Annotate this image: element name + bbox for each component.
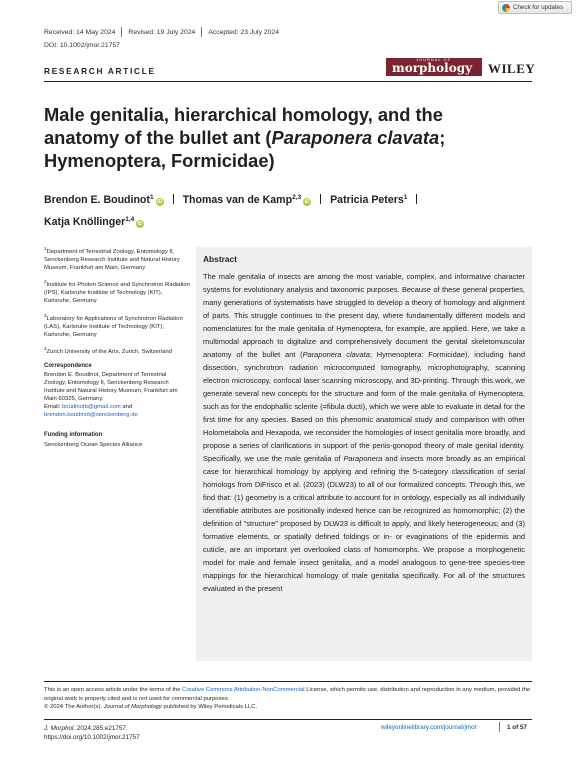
license-text: This is an open access article under the terms of the Creative Commons Attribution-NonCommercial License, which permits use, distribution and reproduction in any medium, provided the original work is properly cited and is not used for commercial purposes.	[44, 687, 531, 702]
orcid-icon[interactable]: iD	[137, 221, 143, 227]
affiliation: $^4$Zurich University of the Arts, Zurich, Switzerland	[44, 345, 172, 355]
author[interactable]: Patricia Peters$^1$	[330, 194, 408, 206]
license-link[interactable]: Creative Commons Attribution-NonCommercial	[182, 687, 305, 693]
license-rule	[44, 681, 532, 682]
citation	[44, 724, 140, 742]
copyright-text: © 2024 The Author(s). Journal of Morphology published by Wiley Periodicals LLC.	[44, 704, 258, 711]
email-link[interactable]: boudinotb@gmail.com	[62, 404, 121, 411]
article-dates	[44, 27, 279, 37]
journal-url-link[interactable]: wileyonlinelibrary.com/journal/jmor	[381, 724, 477, 731]
abstract-text: The male genitalia of insects are among the most variable, complex, and informative character systems for evolutionary analysis and taxonomic purposes. Because of these general properties, many generations of systematists have struggled to develop a theory of homology and alignment of parts. This struggle continues to the present day, where fundamentally different models and nomenclatures for the male genitalia of Hymenoptera, for example, are applied. Here, we take a multimodal approach to digitalize and comprehensively document the genital skeletomuscular anatomy of the bullet ant (Paraponera clavata; Hymenoptera: Formicidae), including hand dissection, synchrotron radiation microcomputed tomography, microphotography, scanning electron microscopy, confocal laser scanning microscopy, and 3D-printing. Through this work, we generate several new concepts for the structure and form of the male genitalia of Hymenoptera, such as for the endophallic sclerite (=fibula ducti), which we were able to evaluate in detail for the first time for any species. Based on this phenomic anatomical study and comparison with other Holometabola and Hexapoda, we reconsider the homologies of insect genitalia more broadly, and propose a series of clarifications in support of the penis-gonopod theory of male genital identity. Specifically, we use the male genitalia of Paraponera and insects more broadly as an empirical case for hierarchical homology by applying and refining the 5-category classification of serial homologs from DiFrisco et al. (2023) (DLW23) to all of our formalized concepts. Through this, we find that: (1) geometry is a critical attribute to account for in ontology, especially as all individually identifiable attributes are positionally indexed hence can be recognized as homomorphic; (2) the definition of "structure" proposed by DLW23 is difficult to apply, and likely heterogeneous; and (3) formative elements, or spatially defined foldings or in- or evaginations of the epidermis and cuticle, are an important yet overlooked class of homomorphs. We propose a morphogenetic model for male and female insect genitalia, and a model analogous to gene-tree species-tree mappings for the hierarchical homology of male genitalia specifically. For all of the structures evaluated in the present	[203, 272, 526, 594]
divider	[499, 722, 500, 732]
email-link[interactable]: brendon.boudinot@senckenberg.de	[44, 412, 138, 419]
divider	[201, 27, 202, 37]
crossmark-icon	[502, 4, 510, 12]
license-notice	[44, 686, 534, 712]
revised-date: Revised: 19 July 2024	[128, 28, 196, 36]
journal-logo-prefix: JOURNAL OF	[416, 58, 452, 62]
orcid-icon[interactable]: iD	[304, 199, 310, 205]
correspondence-label: Correspondence	[44, 362, 92, 369]
author[interactable]: Thomas van de Kamp$^{2,3}$iD	[182, 194, 310, 206]
affiliation: $^3$Laboratory for Applications of Synchrotron Radiation (LAS), Karlsruhe Institute of Technology (KIT), Karlsruhe, Germany	[44, 312, 183, 338]
citation-volume: 2024;285:e21757.	[75, 725, 128, 732]
article-doi: DOI: 10.1002/jmor.21757	[44, 42, 120, 49]
affiliation: $^2$Institute for Photon Science and Synchrotron Radiation (IPS), Karlsruhe Institute of Technology (KIT), Karlsruhe, Germany	[44, 279, 190, 305]
divider	[173, 194, 174, 204]
divider	[416, 194, 417, 204]
page-number: 1 of 57	[507, 724, 527, 731]
check-for-updates-button[interactable]	[498, 1, 572, 14]
doi-url[interactable]: https://doi.org/10.1002/jmor.21757	[44, 734, 140, 741]
author[interactable]: Katja Knöllinger$^{1,4}$iD	[44, 216, 143, 228]
funding-text: Senckenberg Ocean Species Alliance	[44, 441, 143, 448]
journal-logo-name: morphology	[392, 61, 473, 75]
correspondence-emails: Email: boudinotb@gmail.com and brendon.boudinot@senckenberg.de	[44, 404, 138, 419]
abstract-heading: Abstract	[203, 254, 237, 264]
accepted-date: Accepted: 23 July 2024	[208, 28, 279, 36]
check-for-updates-label: Check for updates	[513, 4, 564, 11]
footer-rule	[44, 719, 532, 720]
funding-label: Funding information	[44, 432, 103, 439]
divider	[121, 27, 122, 37]
abstract-box	[196, 247, 532, 661]
article-title	[44, 103, 514, 172]
journal-logo[interactable]	[386, 58, 482, 76]
correspondence-text: Brendon E. Boudinot, Department of Terrestrial Zoology, Entomology II, Senckenberg Research Institute and Natural History Museum, Frankfurt am Main 60325, Germany.	[44, 371, 178, 403]
affiliation: $^1$Department of Terrestrial Zoology, Entomology II, Senckenberg Research Institute and Natural History Museum, Frankfurt am Main, Germany	[44, 246, 180, 272]
citation-journal: J. Morphol.	[44, 725, 76, 732]
author[interactable]: Brendon E. Boudinot$^1$iD	[44, 194, 163, 206]
divider	[320, 194, 321, 204]
title-species: Paraponera clavata	[271, 127, 440, 148]
publisher-logo[interactable]: WILEY	[488, 61, 536, 76]
article-sidebar	[44, 245, 190, 449]
title-part-1: Male genitalia, hierarchical homology, and the anatomy of the bullet ant (	[44, 104, 443, 148]
orcid-icon[interactable]: iD	[157, 199, 163, 205]
received-date: Received: 14 May 2024	[44, 28, 116, 36]
author-list	[44, 188, 514, 232]
header-rule	[44, 81, 532, 82]
title-part-2: ; Hymenoptera, Formicidae)	[44, 127, 446, 171]
article-type: RESEARCH ARTICLE	[44, 66, 156, 76]
